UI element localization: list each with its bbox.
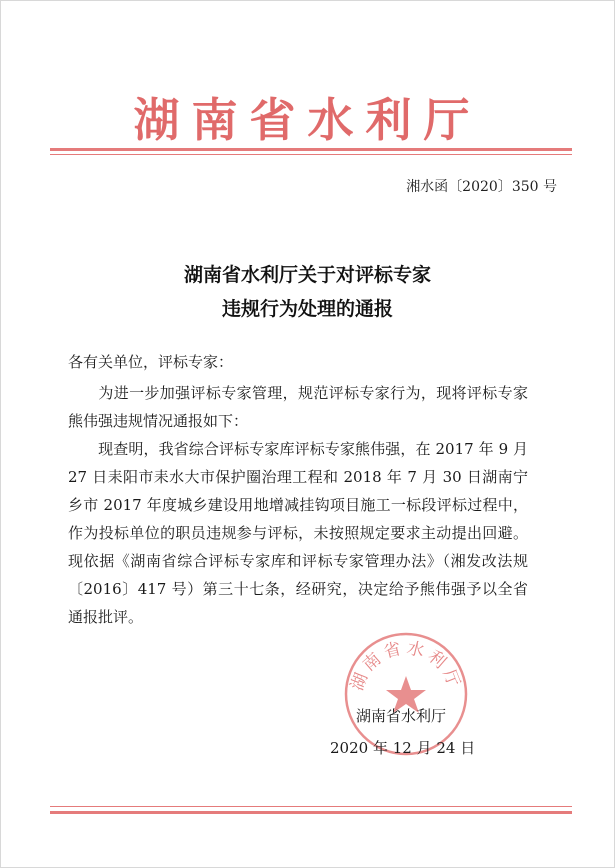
signature-organization: 湖南省水利厅 xyxy=(356,707,447,725)
footer-rule-thick xyxy=(50,811,572,814)
svg-text:湖南省水利厅: 湖南省水利厅 xyxy=(347,638,465,694)
salutation: 各有关单位，评标专家： xyxy=(68,353,234,371)
paragraph-intro-text: 为进一步加强评标专家管理，规范评标专家行为，现将评标专家熊伟强违规情况通报如下： xyxy=(68,384,528,430)
org-header-title: 湖南省水利厅 xyxy=(133,93,482,147)
paragraph-findings-text: 现查明，我省综合评标专家库评标专家熊伟强，在 2017 年 9 月 27 日耒阳市耒水大市保护圈治理工程和 2018 年 7 月 30 日湖南宁乡市 2017 年度城乡建设用地增减挂钩项目施工一标段评标过程中，作为投标单位的职员违规参与评标，未按照规定要求主动提出回避。现依据《湖南省综合评标专家库和评标专家管理办法》（湘发改法规〔2016〕417 号）第三十七条，经研究，决定给予熊伟强予以全省通报批评。 xyxy=(68,440,528,626)
signature-date: 2020 年 12 月 24 日 xyxy=(330,739,476,757)
document-number: 湘水函〔2020〕350 号 xyxy=(406,179,557,195)
paragraph-findings xyxy=(68,435,528,631)
footer-rule-thin xyxy=(50,806,572,807)
notice-title-line2: 违规行为处理的通报 xyxy=(221,298,393,320)
header-rule-thick xyxy=(50,148,572,151)
header-rule-thin xyxy=(50,154,572,155)
paragraph-intro xyxy=(68,379,528,435)
notice-title-line1: 湖南省水利厅关于对评标专家 xyxy=(183,264,431,286)
